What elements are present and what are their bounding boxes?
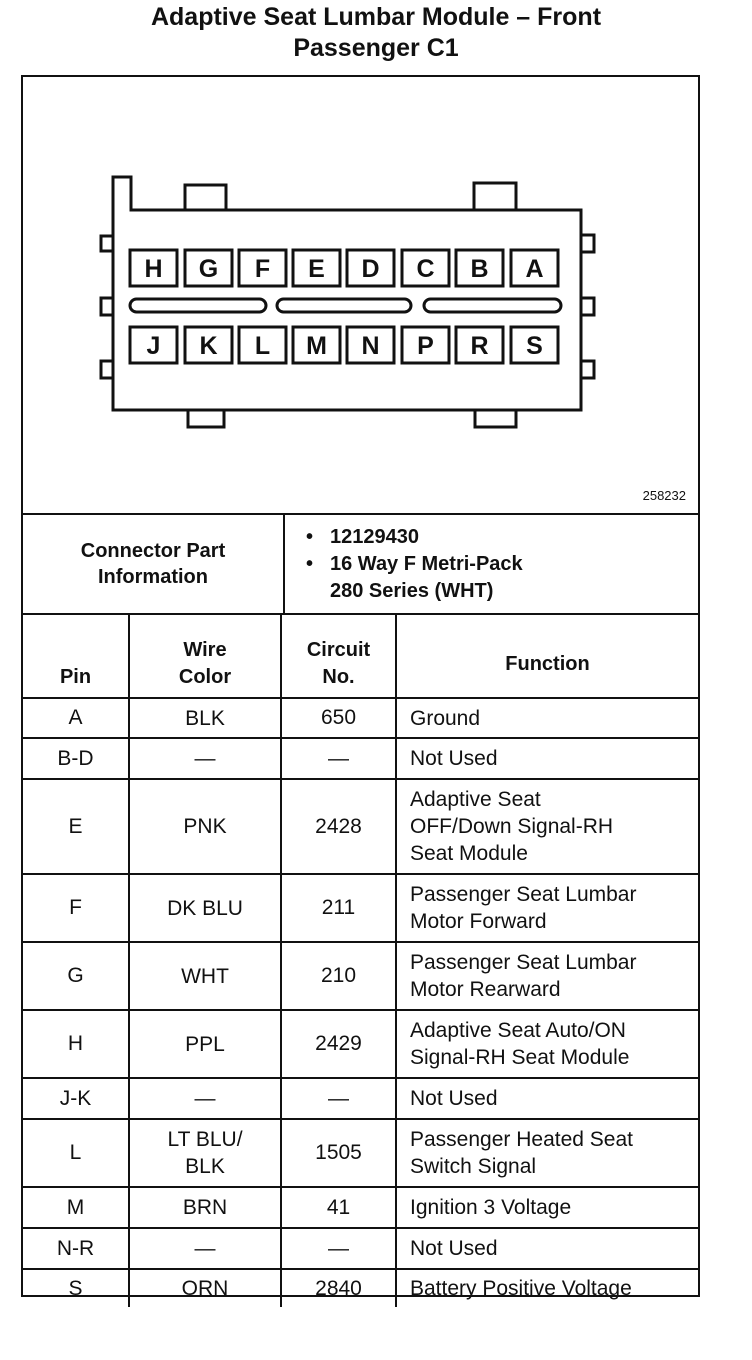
- wire-color-line: —: [194, 747, 216, 770]
- wire-color-line: DK BLU: [167, 896, 243, 920]
- function-cell: [396, 698, 698, 738]
- wire-color-cell: [129, 1187, 281, 1228]
- bottom-latch-left: [188, 410, 224, 427]
- table-row: [23, 1228, 698, 1269]
- column-header-pin-label: Pin: [59, 666, 92, 688]
- pin-cell: M: [23, 1187, 129, 1228]
- function-cell: [396, 1269, 698, 1307]
- column-header-circuit-no: [281, 615, 396, 698]
- connector-part-info: [23, 515, 698, 615]
- pinout-header-row: [23, 615, 698, 698]
- function-line: Passenger Seat Lumbar: [410, 883, 637, 906]
- function-line: Switch Signal: [410, 1155, 537, 1178]
- keying-slot-1: [130, 299, 266, 312]
- function-line: Passenger Seat Lumbar: [410, 951, 637, 974]
- side-tab-left-2: [101, 298, 113, 315]
- function-line: Adaptive Seat: [410, 788, 541, 811]
- circuit-number-cell: 211: [281, 874, 396, 942]
- function-line: Battery Positive Voltage: [410, 1277, 632, 1300]
- function-cell: [396, 1228, 698, 1269]
- connector-diagram-area: [23, 77, 698, 515]
- pin-cell: E: [23, 779, 129, 874]
- function-line: Motor Rearward: [410, 978, 561, 1001]
- table-row: [23, 874, 698, 942]
- table-row: [23, 1010, 698, 1078]
- function-cell: [396, 942, 698, 1010]
- keying-slot-2: [277, 299, 411, 312]
- pin-letter: P: [417, 332, 434, 360]
- function-line: Not Used: [410, 747, 498, 770]
- side-tab-right-1: [581, 235, 594, 252]
- pin-cell: F: [23, 874, 129, 942]
- part-description-item: [306, 551, 698, 578]
- wire-color-cell: [129, 738, 281, 779]
- part-info-label-line-2: Information: [98, 566, 208, 588]
- wire-color-cell: [129, 1228, 281, 1269]
- wire-color-cell: [129, 1119, 281, 1187]
- circuit-number-cell: 41: [281, 1187, 396, 1228]
- table-row: [23, 942, 698, 1010]
- part-number: 12129430: [330, 525, 419, 548]
- column-header-pin: [23, 615, 129, 698]
- page-title: [0, 2, 752, 64]
- wire-color-line: BLK: [185, 706, 225, 730]
- pin-letter: E: [308, 255, 325, 283]
- side-tab-right-2: [581, 298, 594, 315]
- pin-cell: N-R: [23, 1228, 129, 1269]
- table-row: [23, 738, 698, 779]
- pin-cell: H: [23, 1010, 129, 1078]
- wire-color-line: WHT: [181, 964, 229, 988]
- circuit-number-cell: 2428: [281, 779, 396, 874]
- function-line: Not Used: [410, 1087, 498, 1110]
- pin-letter: L: [254, 332, 271, 360]
- part-description-line-1: 16 Way F Metri-Pack: [330, 552, 523, 575]
- function-line: Seat Module: [410, 842, 528, 865]
- part-description-line-2: 280 Series (WHT): [330, 579, 494, 602]
- pin-letter: B: [470, 255, 489, 283]
- top-latch-left: [185, 185, 226, 210]
- bottom-pin-row: [130, 327, 558, 363]
- function-cell: [396, 1187, 698, 1228]
- pinout-table: [23, 615, 698, 1307]
- pin-letter: D: [361, 255, 380, 283]
- function-line: Adaptive Seat Auto/ON: [410, 1019, 626, 1042]
- pin-letter: F: [254, 255, 271, 283]
- wire-color-line: PPL: [185, 1032, 225, 1056]
- pin-cell: G: [23, 942, 129, 1010]
- pin-letter: S: [526, 332, 543, 360]
- pin-letter: M: [306, 332, 327, 360]
- pin-cell: J-K: [23, 1078, 129, 1119]
- function-line: Not Used: [410, 1237, 498, 1260]
- pinout-rows: [23, 698, 698, 1307]
- part-info-label-line-1: Connector Part: [80, 540, 226, 562]
- connector-document-frame: [21, 75, 700, 1300]
- function-line: Signal-RH Seat Module: [410, 1046, 630, 1069]
- table-row: [23, 1187, 698, 1228]
- column-header-function-label: Function: [505, 652, 590, 675]
- pin-letter: J: [146, 332, 161, 360]
- function-line: OFF/Down Signal-RH: [410, 815, 614, 838]
- side-tab-right-3: [581, 361, 594, 378]
- top-pin-row: [130, 250, 558, 286]
- column-header-wire-line-1: Wire: [183, 639, 227, 661]
- wire-color-cell: [129, 1269, 281, 1307]
- top-latch-right: [474, 183, 516, 210]
- wire-color-line: BRN: [182, 1196, 228, 1219]
- title-line-2: Passenger C1: [293, 34, 459, 62]
- pin-letter: G: [198, 255, 219, 283]
- pin-cell: L: [23, 1119, 129, 1187]
- bullet-marker: •: [306, 525, 314, 548]
- bottom-latch-right: [475, 410, 516, 427]
- keying-slot-3: [424, 299, 561, 312]
- function-line: Motor Forward: [410, 910, 547, 933]
- table-row: [23, 1078, 698, 1119]
- circuit-number-cell: 2429: [281, 1010, 396, 1078]
- connector-body-outline: [113, 177, 581, 410]
- table-row: [23, 1119, 698, 1187]
- function-line: Ground: [410, 706, 481, 730]
- side-tab-left-3: [101, 361, 113, 378]
- wire-color-cell: [129, 779, 281, 874]
- circuit-number-cell: 650: [281, 698, 396, 738]
- function-cell: [396, 738, 698, 779]
- function-cell: [396, 874, 698, 942]
- wire-color-line: —: [194, 1237, 216, 1260]
- circuit-number-cell: —: [281, 1078, 396, 1119]
- wire-color-cell: [129, 1010, 281, 1078]
- circuit-number-cell: —: [281, 1228, 396, 1269]
- part-info-values: [284, 515, 698, 614]
- column-header-circuit-line-1: Circuit: [306, 639, 371, 661]
- circuit-number-cell: 2840: [281, 1269, 396, 1307]
- pin-cell: S: [23, 1269, 129, 1307]
- connector-face-diagram: [23, 77, 698, 513]
- title-line-1: Adaptive Seat Lumbar Module – Front: [150, 3, 602, 31]
- function-line: Passenger Heated Seat: [410, 1128, 633, 1151]
- column-header-wire-color: [129, 615, 281, 698]
- pin-letter: H: [144, 255, 163, 283]
- circuit-number-cell: 210: [281, 942, 396, 1010]
- pin-letter: C: [416, 255, 435, 283]
- figure-number: 258232: [642, 488, 686, 503]
- pin-letter: R: [470, 332, 489, 360]
- part-info-label: [23, 515, 284, 614]
- pin-letter: A: [525, 255, 544, 283]
- circuit-number-cell: 1505: [281, 1119, 396, 1187]
- function-line: Ignition 3 Voltage: [410, 1196, 572, 1219]
- function-cell: [396, 1078, 698, 1119]
- pin-cell: A: [23, 698, 129, 738]
- column-header-wire-line-2: Color: [178, 666, 232, 688]
- table-row: [23, 1269, 698, 1307]
- wire-color-line: ORN: [181, 1277, 229, 1300]
- table-row: [23, 698, 698, 738]
- wire-color-line: —: [194, 1087, 216, 1110]
- wire-color-cell: [129, 874, 281, 942]
- wire-color-line: LT BLU/: [167, 1128, 243, 1151]
- part-number-item: [306, 524, 698, 551]
- column-header-function: [396, 615, 698, 698]
- circuit-number-cell: —: [281, 738, 396, 779]
- function-cell: [396, 1010, 698, 1078]
- wire-color-line: PNK: [183, 815, 227, 838]
- table-row: [23, 779, 698, 874]
- function-cell: [396, 779, 698, 874]
- wire-color-cell: [129, 698, 281, 738]
- bullet-marker: •: [306, 552, 314, 575]
- wire-color-cell: [129, 1078, 281, 1119]
- pin-letter: K: [199, 332, 218, 360]
- column-header-circuit-line-2: No.: [322, 666, 355, 688]
- side-tab-left-1: [101, 236, 113, 251]
- wire-color-line: BLK: [185, 1155, 225, 1178]
- pin-letter: N: [361, 332, 380, 360]
- function-cell: [396, 1119, 698, 1187]
- wire-color-cell: [129, 942, 281, 1010]
- pin-cell: B-D: [23, 738, 129, 779]
